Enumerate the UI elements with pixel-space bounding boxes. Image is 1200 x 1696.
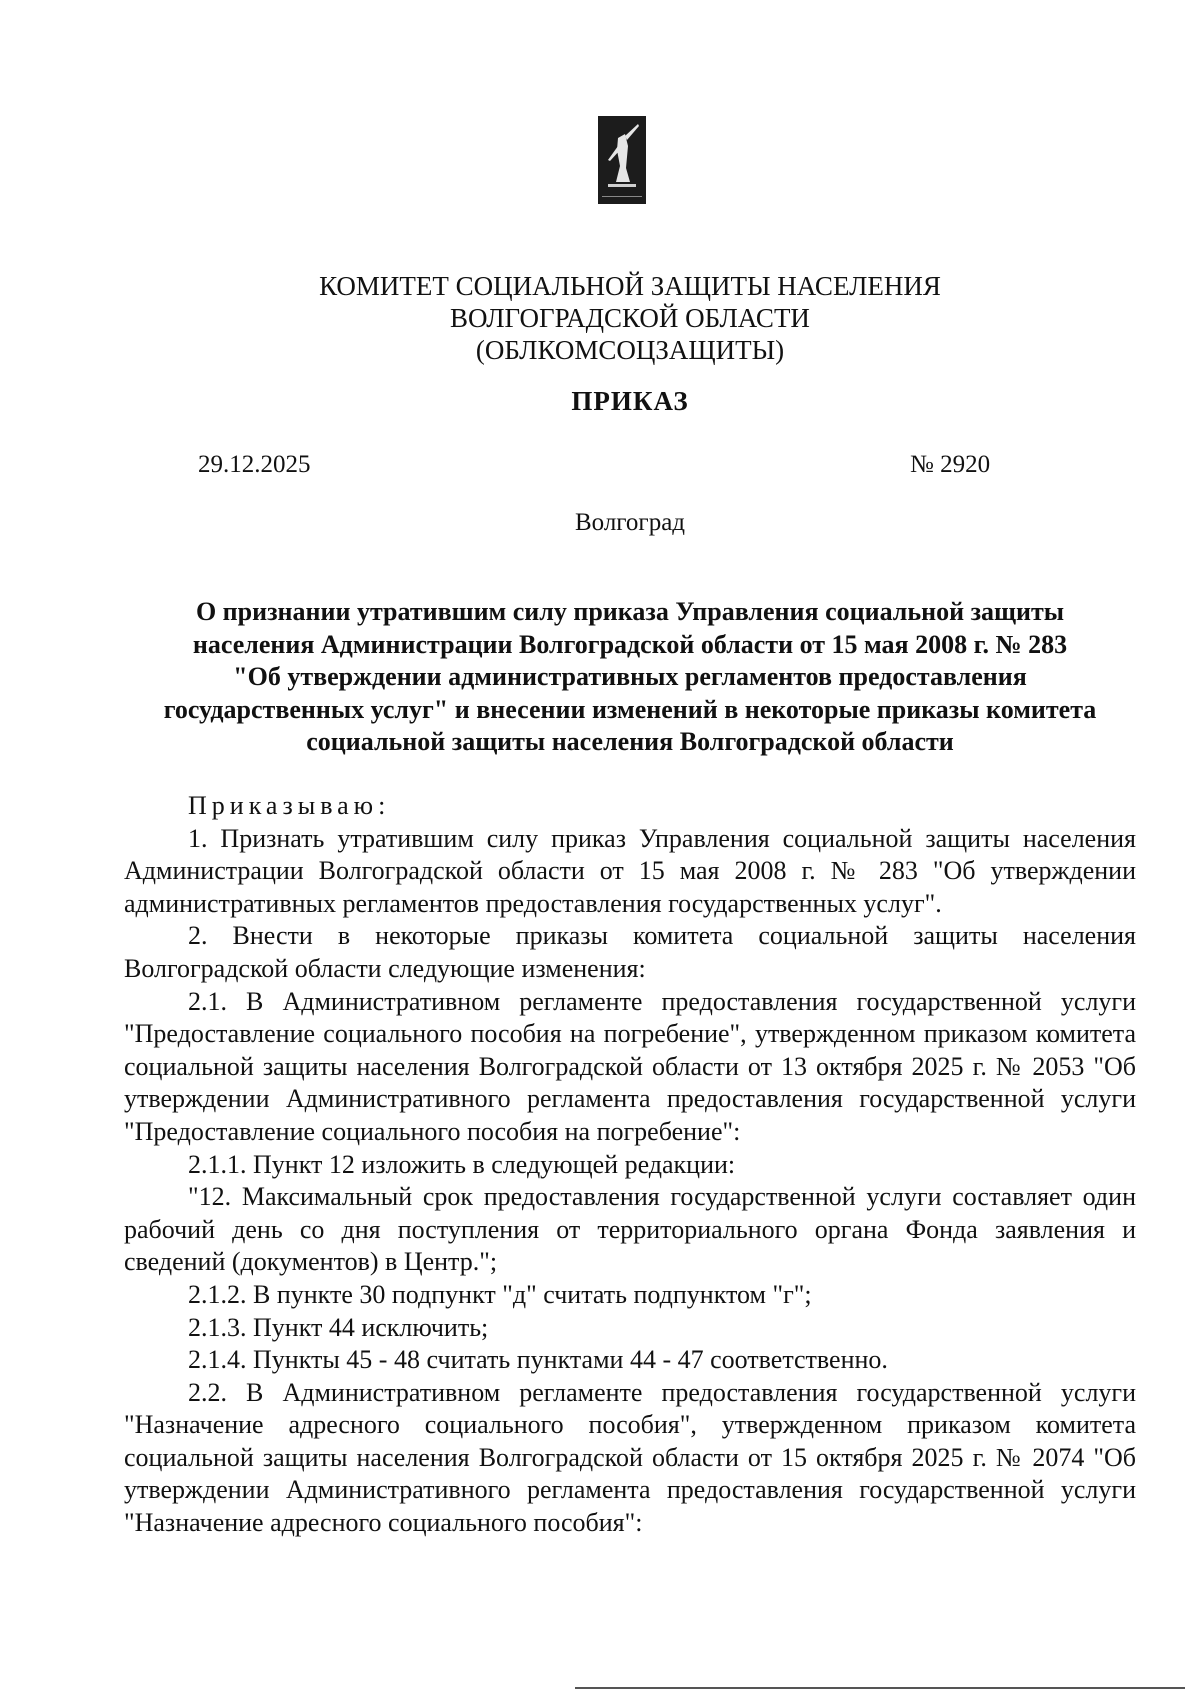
body-paragraph: 2.1. В Административном регламенте предоставления государственной услуги "Предоставление социального пособия на погребение", утвержденном приказом комитета социальной защиты населения Волгоградской области от 13 октября 2025 г. № 2053 "Об утверждении Административного регламента предоставления государственной услуги "Предоставление социального пособия на погребение": xyxy=(124,986,1136,1146)
title-line-3: "Об утверждении административных регламентов предоставления xyxy=(233,662,1027,691)
document-body xyxy=(124,790,1136,1540)
body-paragraph: 2. Внести в некоторые приказы комитета социальной защиты населения Волгоградской области следующие изменения: xyxy=(124,921,1136,983)
organization-name xyxy=(150,270,1110,366)
title-line-5: социальной защиты населения Волгоградской области xyxy=(306,727,954,756)
org-line-3: (ОБЛКОМСОЦЗАЩИТЫ) xyxy=(475,335,785,365)
org-line-1: КОМИТЕТ СОЦИАЛЬНОЙ ЗАЩИТЫ НАСЕЛЕНИЯ xyxy=(319,271,941,301)
body-paragraph-order-word: Приказываю: xyxy=(188,791,391,820)
body-paragraph: 2.1.4. Пункты 45 - 48 считать пунктами 44 - 47 соответственно. xyxy=(188,1345,888,1375)
title-line-4: государственных услуг" и внесении изменений в некоторые приказы комитета xyxy=(163,694,1097,724)
body-paragraph: "12. Максимальный срок предоставления государственной услуги составляет один рабочий день со дня поступления от территориального органа Фонда заявления и сведений (документов) в Центр."; xyxy=(124,1182,1136,1277)
body-paragraph: 2.1.2. В пункте 30 подпункт "д" считать подпунктом "г"; xyxy=(188,1279,812,1309)
title-line-1: О признании утратившим силу приказа Управления социальной защиты xyxy=(195,597,1065,626)
body-paragraph: 1. Признать утратившим силу приказ Управления социальной защиты населения Администрации Волгоградской области от 15 мая 2008 г. № 283 "Об утверждении административных регламентов предоставления государственных услуг". xyxy=(124,823,1136,918)
document-type: ПРИКАЗ xyxy=(571,386,689,416)
org-line-2: ВОЛГОГРАДСКОЙ ОБЛАСТИ xyxy=(450,303,810,333)
body-paragraph: 2.2. В Административном регламенте предоставления государственной услуги "Назначение адресного социального пособия", утвержденном приказом комитета социальной защиты населения Волгоградской области от 15 октября 2025 г. № 2074 "Об утверждении Административного регламента предоставления государственной услуги "Назначение адресного социального пособия": xyxy=(124,1377,1136,1538)
body-paragraph: 2.1.1. Пункт 12 изложить в следующей редакции: xyxy=(188,1149,736,1179)
body-paragraph: 2.1.3. Пункт 44 исключить; xyxy=(188,1312,489,1342)
document-date: 29.12.2025 xyxy=(198,451,311,478)
document-title xyxy=(124,596,1136,759)
motherland-statue-icon xyxy=(598,116,646,204)
document-city: Волгоград xyxy=(574,509,686,536)
coat-of-arms-emblem xyxy=(598,116,646,204)
document-number: № 2920 xyxy=(910,451,991,478)
title-line-2: населения Администрации Волгоградской области от 15 мая 2008 г. № 283 xyxy=(192,629,1068,659)
page-bottom-rule xyxy=(575,1687,1185,1689)
